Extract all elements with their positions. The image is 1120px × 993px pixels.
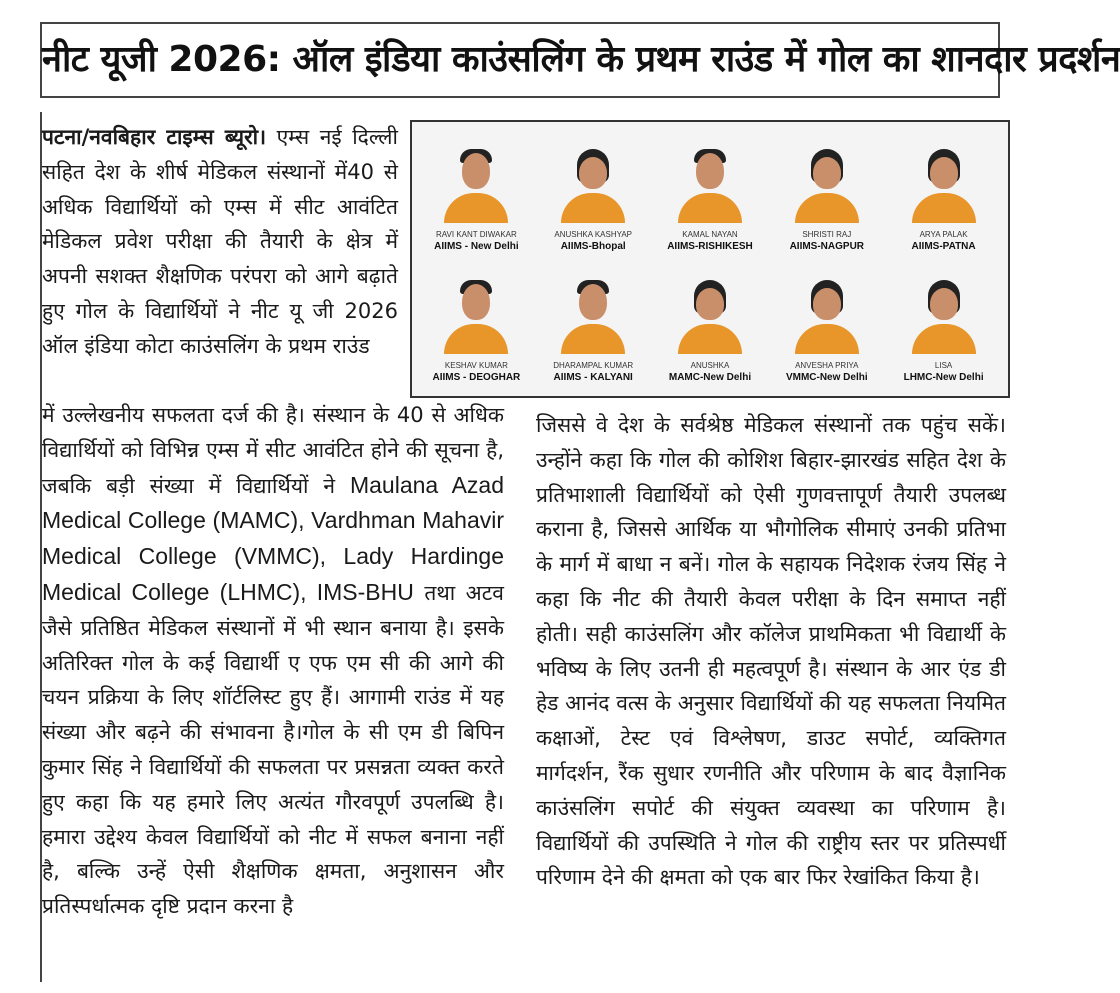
student-institute: AIIMS-NAGPUR [789,241,865,252]
article-text-top: एम्स नई दिल्ली सहित देश के शीर्ष मेडिकल संस्थानों में40 से अधिक विद्यार्थियों को एम्स में सीट आवंटित मेडिकल प्रवेश परीक्षा की तैयारी के क्षेत्र में अपनी सशक्त शैक्षणिक परंपरा को आगे बढ़ाते हुए गोल के विद्यार्थियों ने नीट यू जी 2026 ऑल इंडिया कोटा काउंसलिंग के प्रथम राउंड [42,125,398,358]
student-name: ANVESHA PRIYA [795,361,859,370]
student-institute: VMMC-New Delhi [785,372,868,383]
student-name: RAVI KANT DIWAKAR [436,230,517,239]
student-name: LISA [934,361,953,370]
student-card [418,259,535,390]
student-photo [670,143,750,223]
student-card [652,128,769,259]
student-institute: MAMC-New Delhi [668,372,752,383]
student-name: DHARAMPAL KUMAR [553,361,634,370]
student-card [768,128,885,259]
student-name: KAMAL NAYAN [682,230,738,239]
student-card [652,259,769,390]
student-photo [670,274,750,354]
student-institute: AIIMS-RISHIKESH [667,241,753,252]
student-name: KESHAV KUMAR [444,361,508,370]
student-name: ANUSHKA [690,361,730,370]
student-photo [436,274,516,354]
student-photo [904,274,984,354]
dateline: पटना/नवबिहार टाइम्स ब्यूरो। [42,125,267,149]
article-text-left-2: तथा अटव जैसे प्रतिष्ठित मेडिकल संस्थानों में भी स्थान बनाया है। इसके अतिरिक्त गोल के कई विद्यार्थी ए एफ एम सी की आगे की चयन प्रक्रिया के लिए शॉर्टलिस्ट हुए हैं। आगामी राउंड में यह संख्या और बढ़ने की संभावना है।गोल के सी एम डी बिपिन कुमार सिंह ने विद्यार्थियों की सफलता पर प्रसन्नता व्यक्त करते हुए कहा कि यह हमारे लिए अत्यंत गौरवपूर्ण उपलब्धि है। हमारा उद्देश्य केवल विद्यार्थियों को नीट में सफल बनाना नहीं है, बल्कि उन्हें ऐसी शैक्षणिक क्षमता, अनुशासन और प्रतिस्पर्धात्मक दृष्टि प्रदान करना है [42,580,504,919]
student-card [535,259,652,390]
student-institute: AIIMS-PATNA [911,241,976,252]
student-institute: AIIMS - KALYANI [553,372,633,383]
headline: नीट यूजी 2026: ऑल इंडिया काउंसलिंग के प्रथम राउंड में गोल का शानदार प्रदर्शन [40,22,1000,98]
student-institute: LHMC-New Delhi [903,372,984,383]
student-institute: AIIMS - New Delhi [434,241,519,252]
student-photo [553,274,633,354]
student-card [885,128,1002,259]
article-text-left-1: में उल्लेखनीय सफलता दर्ज की है। संस्थान के 40 से अधिक विद्यार्थियों को विभिन्न एम्स में सीट आवंटित होने की सूचना है, जबकि बड़ी संख्या में विद्यार्थियों ने [42,403,504,498]
student-name: ANUSHKA KASHYAP [554,230,633,239]
article-column-top [42,120,398,364]
student-photo [787,143,867,223]
student-photo [553,143,633,223]
student-institute: AIIMS-Bhopal [560,241,626,252]
student-photo [904,143,984,223]
student-photo-grid [418,128,1002,390]
student-photo [787,274,867,354]
student-name: ARYA PALAK [919,230,968,239]
student-photo-panel [410,120,1010,398]
student-card [535,128,652,259]
student-name: SHRISTI RAJ [802,230,852,239]
student-institute: AIIMS - DEOGHAR [432,372,521,383]
article-column-left [42,398,504,924]
student-photo [436,143,516,223]
college-list: Maulana Azad Medical College (MAMC), Vardhman Mahavir Medical College (VMMC), Lady Hardinge Medical College (LHMC), IMS-BHU [42,471,504,605]
student-card [885,259,1002,390]
article-column-right: जिससे वे देश के सर्वश्रेष्ठ मेडिकल संस्थानों तक पहुंच सकें। उन्होंने कहा कि गोल की कोशिश बिहार-झारखंड सहित देश के प्रतिभाशाली विद्यार्थियों को ऐसी गुणवत्तापूर्ण तैयारी उपलब्ध कराना है, जिससे आर्थिक या भौगोलिक सीमाएं उनकी प्रतिभा के मार्ग में बाधा न बनें। गोल के सहायक निदेशक रंजय सिंह ने कहा कि नीट की तैयारी केवल परीक्षा के दिन समाप्त नहीं होती। सही काउंसलिंग और कॉलेज प्राथमिकता भी विद्यार्थी के भविष्य के लिए उतनी ही महत्वपूर्ण है। संस्थान के आर एंड डी हेड आनंद वत्स के अनुसार विद्यार्थियों की यह सफलता नियमित कक्षाओं, टेस्ट एवं विश्लेषण, डाउट सपोर्ट, व्यक्तिगत मार्गदर्शन, रैंक सुधार रणनीति और परिणाम के बाद वैज्ञानिक काउंसलिंग सपोर्ट की संयुक्त व्यवस्था का परिणाम है। विद्यार्थियों की उपस्थिति ने गोल की राष्ट्रीय स्तर पर प्रतिस्पर्धी परिणाम देने की क्षमता को एक बार फिर रेखांकित किया है। [536,413,1006,890]
student-card [418,128,535,259]
student-card [768,259,885,390]
